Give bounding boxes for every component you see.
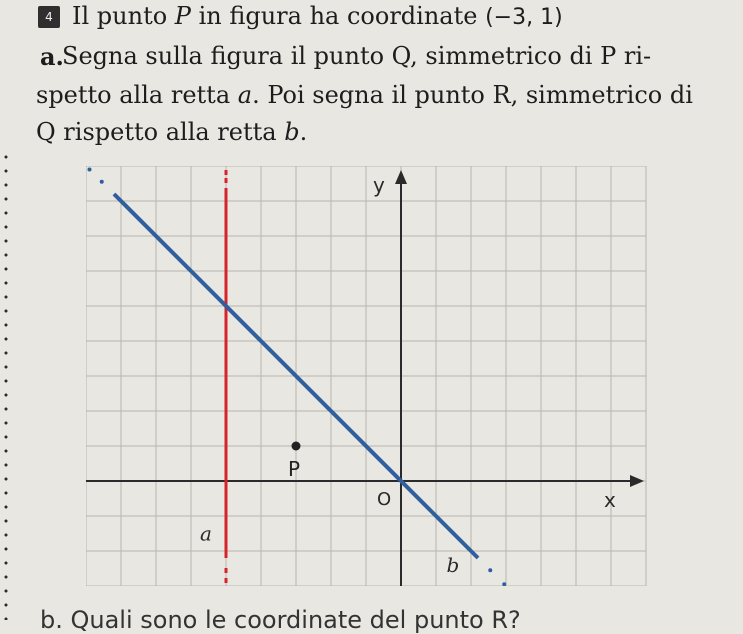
point-coordinates: (−3, 1) — [485, 5, 563, 30]
line4-post: . — [299, 118, 308, 146]
y-axis-arrow — [395, 170, 407, 184]
coordinate-grid-figure — [86, 166, 666, 586]
line-b-dash — [100, 180, 104, 184]
point-p — [292, 442, 301, 451]
line1-text: Il punto — [72, 2, 175, 30]
line-a-dash — [225, 578, 228, 583]
line-a-dash — [225, 178, 228, 183]
line1-point: P — [174, 2, 191, 30]
line-a-label: a — [200, 521, 212, 546]
line3-var: a — [237, 81, 253, 109]
line4-var: b — [284, 118, 300, 146]
line-a-dash — [225, 568, 228, 573]
line-a-dash — [225, 170, 228, 175]
exercise-line-4 — [36, 118, 307, 146]
x-axis-label: x — [604, 488, 616, 512]
exercise-line-3 — [36, 81, 693, 109]
point-p-label: P — [288, 457, 301, 481]
line-b-dash — [88, 168, 92, 172]
grid-lines — [86, 166, 646, 586]
margin-dots — [4, 150, 8, 620]
y-axis-label: y — [373, 173, 385, 197]
origin-label: O — [377, 489, 392, 510]
exercise-line-1 — [72, 2, 563, 30]
line1-text2: in figura ha coordinate — [190, 2, 486, 30]
exercise-number-badge: 4 — [38, 6, 60, 28]
line4-pre: Q rispetto alla retta — [36, 118, 285, 146]
line3-pre: spetto alla retta — [36, 81, 238, 109]
x-axis-arrow — [630, 475, 644, 487]
part-a-letter: a. — [40, 42, 64, 71]
part-b-question: b. Quali sono le coordinate del punto R? — [40, 606, 521, 634]
line-b-dash — [488, 568, 492, 572]
line3-post: . Poi segna il punto R, simmetrico di — [252, 81, 693, 109]
exercise-line-2: Segna sulla figura il punto Q, simmetrico di P ri- — [62, 42, 652, 70]
line-b-label: b — [446, 553, 460, 577]
